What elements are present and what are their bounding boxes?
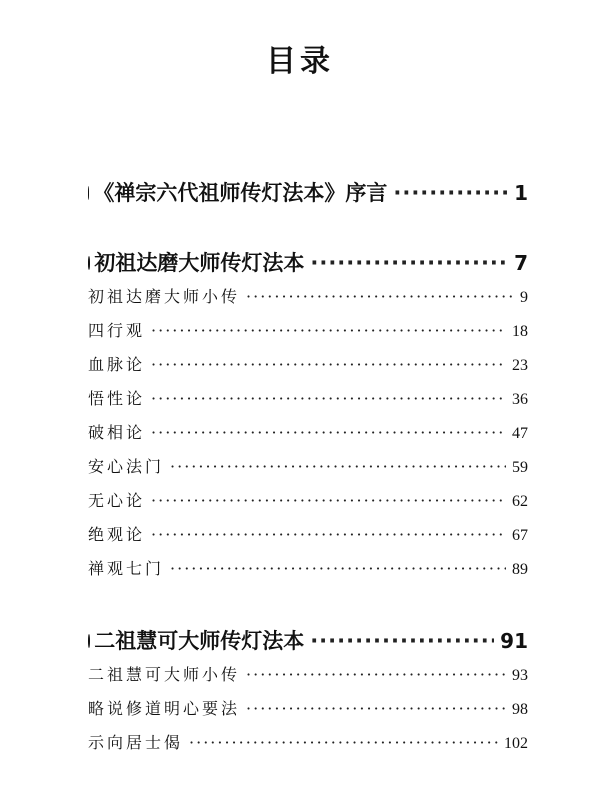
- dot-leader: [151, 348, 506, 382]
- toc-entry[interactable]: [88, 484, 528, 518]
- section-title: 二祖慧可大师传灯法本: [94, 629, 305, 653]
- bullet-icon: [88, 186, 89, 200]
- dot-leader: [151, 484, 506, 518]
- dot-leader: [246, 692, 506, 726]
- dot-leader: [246, 658, 506, 692]
- page-title: 目录: [266, 44, 334, 79]
- dot-leader: [393, 176, 508, 210]
- entry-page-number: 47: [512, 425, 528, 442]
- bullet-icon: [88, 256, 90, 270]
- entry-page-number: 18: [512, 323, 528, 340]
- entry-title: 血脉论: [88, 355, 146, 374]
- toc-entry[interactable]: [88, 314, 528, 348]
- entry-title: 略说修道明心要法: [88, 699, 241, 718]
- toc-entry[interactable]: [88, 658, 528, 692]
- entry-title: 破相论: [88, 423, 146, 442]
- entry-page-number: 89: [512, 561, 528, 578]
- dot-leader: [151, 518, 506, 552]
- entry-page-number: 67: [512, 527, 528, 544]
- entry-title: 示向居士偈: [88, 733, 184, 752]
- entry-page-number: 62: [512, 493, 528, 510]
- entry-page-number: 23: [512, 357, 528, 374]
- entry-page-number: 9: [520, 289, 528, 306]
- toc-entry[interactable]: [88, 518, 528, 552]
- dot-leader: [246, 280, 514, 314]
- entry-title: 悟性论: [88, 389, 146, 408]
- entry-title: 无心论: [88, 491, 146, 510]
- section-page-number: 7: [514, 251, 528, 275]
- dot-leader: [170, 552, 506, 586]
- toc-section-preface[interactable]: [88, 176, 528, 210]
- section-title: 《禅宗六代祖师传灯法本》序言: [93, 181, 388, 205]
- dot-leader: [151, 314, 506, 348]
- entry-page-number: 98: [512, 701, 528, 718]
- section-spacer: [88, 210, 528, 246]
- entry-title: 绝观论: [88, 525, 146, 544]
- dot-leader: [151, 416, 506, 450]
- dot-leader: [310, 624, 494, 658]
- entry-page-number: 59: [512, 459, 528, 476]
- dot-leader: [310, 246, 508, 280]
- toc-entry[interactable]: [88, 348, 528, 382]
- dot-leader: [189, 726, 498, 760]
- toc-section-second-patriarch[interactable]: [88, 624, 528, 658]
- entry-title: 安心法门: [88, 457, 165, 476]
- entry-page-number: 93: [512, 667, 528, 684]
- toc-entry[interactable]: [88, 382, 528, 416]
- toc-entry[interactable]: [88, 416, 528, 450]
- section-page-number: 91: [500, 629, 528, 653]
- bullet-icon: [88, 634, 90, 648]
- toc-entry[interactable]: [88, 552, 528, 586]
- entry-page-number: 36: [512, 391, 528, 408]
- toc-entry[interactable]: [88, 450, 528, 484]
- toc-entry[interactable]: [88, 692, 528, 726]
- entry-title: 禅观七门: [88, 559, 165, 578]
- table-of-contents: [88, 176, 528, 760]
- dot-leader: [151, 382, 506, 416]
- section-spacer: [88, 586, 528, 624]
- entry-title: 二祖慧可大师小传: [88, 665, 241, 684]
- toc-section-first-patriarch[interactable]: [88, 246, 528, 280]
- toc-entry[interactable]: [88, 280, 528, 314]
- dot-leader: [170, 450, 506, 484]
- entry-title: 四行观: [88, 321, 146, 340]
- section-page-number: 1: [514, 181, 528, 205]
- entry-title: 初祖达磨大师小传: [88, 287, 241, 306]
- toc-entry[interactable]: [88, 726, 528, 760]
- entry-page-number: 102: [504, 735, 528, 752]
- section-title: 初祖达磨大师传灯法本: [94, 251, 305, 275]
